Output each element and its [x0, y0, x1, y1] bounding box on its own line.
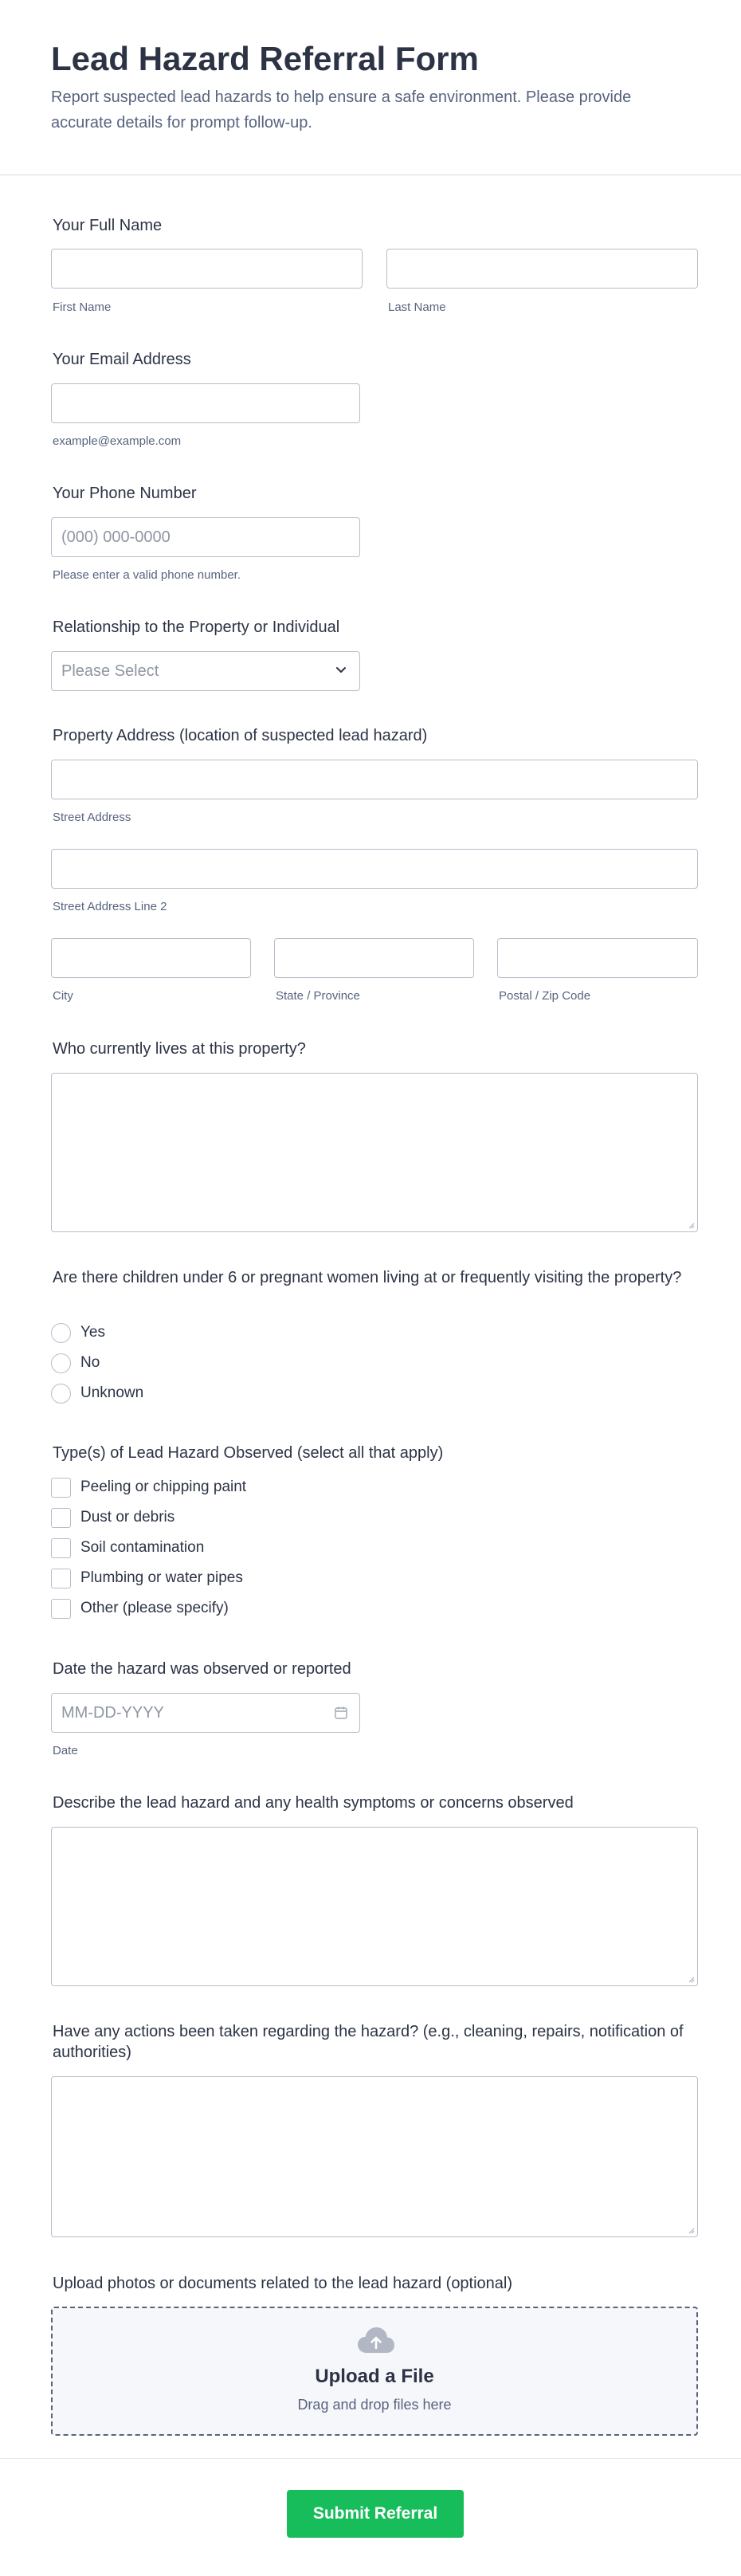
radio-button[interactable]	[51, 1353, 71, 1373]
radio-button[interactable]	[51, 1384, 71, 1404]
residents-textarea[interactable]	[51, 1073, 698, 1232]
last-name-sublabel: Last Name	[388, 300, 446, 314]
children-label: Are there children under 6 or pregnant women living at or frequently visiting the property?	[53, 1269, 682, 1286]
chevron-down-icon	[332, 662, 350, 679]
resize-grip-icon[interactable]	[687, 1221, 695, 1229]
relationship-select-value: Please Select	[61, 662, 159, 680]
email-input[interactable]	[51, 383, 360, 423]
state-input[interactable]	[274, 938, 474, 978]
children-option-yes[interactable]	[51, 1322, 105, 1343]
checkbox[interactable]	[51, 1538, 71, 1558]
hazard-option-dust[interactable]	[51, 1507, 174, 1528]
file-upload-dropzone[interactable]	[51, 2307, 698, 2436]
children-option-unknown[interactable]	[51, 1383, 143, 1404]
phone-sublabel: Please enter a valid phone number.	[53, 568, 241, 582]
footer-divider	[0, 2458, 741, 2459]
checkbox[interactable]	[51, 1478, 71, 1498]
city-sublabel: City	[53, 989, 73, 1003]
full-name-label: Your Full Name	[53, 217, 163, 234]
phone-input[interactable]	[51, 517, 360, 557]
checkbox[interactable]	[51, 1599, 71, 1619]
date-input[interactable]	[51, 1693, 360, 1733]
form-header	[0, 0, 741, 175]
option-label: Soil contamination	[80, 1539, 205, 1556]
first-name-sublabel: First Name	[53, 300, 112, 314]
date-placeholder: MM-DD-YYYY	[61, 1704, 164, 1722]
upload-subtitle: Drag and drop files here	[297, 2397, 452, 2413]
zip-sublabel: Postal / Zip Code	[499, 989, 591, 1003]
city-input[interactable]	[51, 938, 251, 978]
hazard-option-soil[interactable]	[51, 1537, 204, 1558]
form-subtitle: Report suspected lead hazards to help ensure a safe environment. Please provide accurate details for prompt follow-up.	[51, 88, 632, 132]
calendar-icon[interactable]	[334, 1706, 348, 1720]
last-name-input[interactable]	[386, 249, 698, 289]
hazard-option-paint[interactable]	[51, 1477, 246, 1498]
description-label: Describe the lead hazard and any health symptoms or concerns observed	[53, 1794, 574, 1812]
state-sublabel: State / Province	[276, 989, 360, 1003]
date-sublabel: Date	[53, 1744, 78, 1757]
option-label: Other (please specify)	[80, 1600, 229, 1616]
cloud-upload-icon	[357, 2326, 395, 2354]
actions-label: Have any actions been taken regarding the hazard? (e.g., cleaning, repairs, notification of authorities)	[53, 2023, 684, 2061]
upload-label: Upload photos or documents related to the lead hazard (optional)	[53, 2275, 513, 2292]
form-title: Lead Hazard Referral Form	[51, 40, 479, 77]
option-label: No	[80, 1354, 100, 1371]
resize-grip-icon[interactable]	[687, 2226, 695, 2234]
submit-button[interactable]: Submit Referral	[287, 2490, 464, 2538]
checkbox[interactable]	[51, 1569, 71, 1588]
upload-title: Upload a File	[315, 2366, 434, 2387]
option-label: Plumbing or water pipes	[80, 1569, 243, 1586]
hazard-option-plumbing[interactable]	[51, 1568, 243, 1588]
hazard-types-label: Type(s) of Lead Hazard Observed (select all that apply)	[53, 1444, 444, 1462]
children-option-no[interactable]	[51, 1353, 100, 1373]
street-address-sublabel: Street Address	[53, 811, 131, 824]
checkbox[interactable]	[51, 1508, 71, 1528]
relationship-label: Relationship to the Property or Individual	[53, 618, 340, 636]
actions-textarea[interactable]	[51, 2076, 698, 2237]
relationship-select[interactable]	[51, 651, 360, 691]
phone-label: Your Phone Number	[53, 485, 197, 502]
radio-button[interactable]	[51, 1323, 71, 1343]
zip-input[interactable]	[497, 938, 698, 978]
description-textarea[interactable]	[51, 1827, 698, 1986]
option-label: Unknown	[80, 1384, 144, 1401]
option-label: Peeling or chipping paint	[80, 1478, 247, 1495]
first-name-input[interactable]	[51, 249, 363, 289]
option-label: Yes	[80, 1324, 105, 1341]
street-address-line2-input[interactable]	[51, 849, 698, 889]
email-sublabel: example@example.com	[53, 434, 182, 448]
street-address-input[interactable]	[51, 760, 698, 799]
address-label: Property Address (location of suspected lead hazard)	[53, 727, 428, 744]
option-label: Dust or debris	[80, 1509, 175, 1526]
resize-grip-icon[interactable]	[687, 1975, 695, 1983]
date-label: Date the hazard was observed or reported	[53, 1660, 351, 1678]
email-label: Your Email Address	[53, 351, 191, 368]
street-address-line2-sublabel: Street Address Line 2	[53, 900, 167, 913]
residents-label: Who currently lives at this property?	[53, 1040, 306, 1058]
hazard-option-other[interactable]	[51, 1598, 229, 1619]
